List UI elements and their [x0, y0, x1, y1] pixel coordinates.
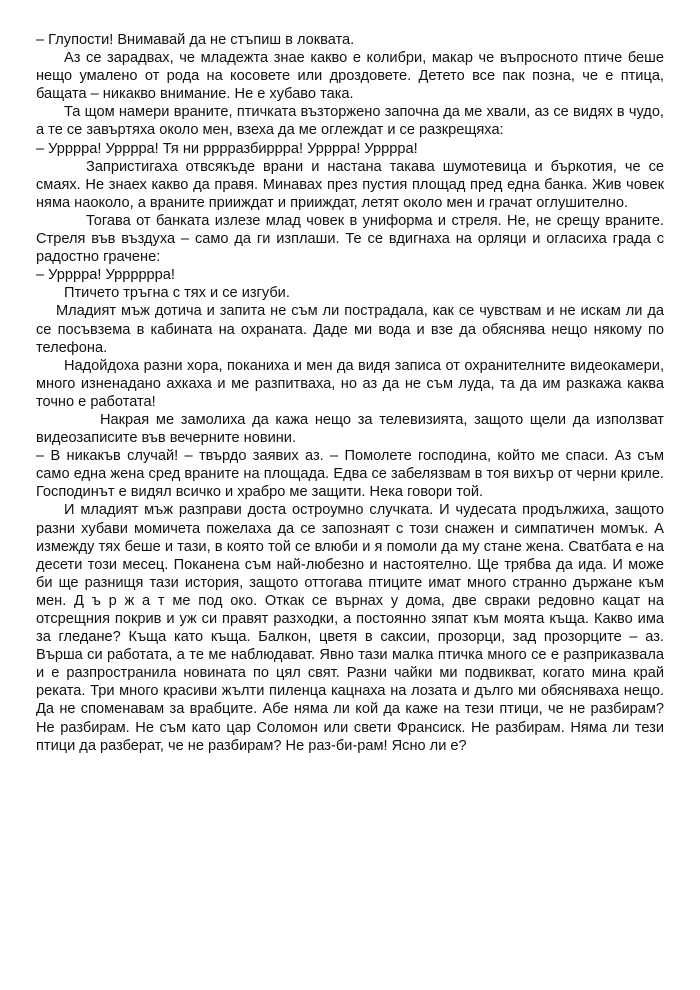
paragraph: Надойдоха разни хора, поканиха и мен да видя записа от охранителните видеокамери, много изненадано ахкаха и ме разпитваха, но аз да не съм луда, та да им разкажа каква точно е работата!: [36, 357, 664, 410]
paragraph: – В никакъв случай! – твърдо заявих аз. – Помолете господина, който ме спаси. Аз съм само една жена сред враните на площада. Едва се забелязвам в тоя вихър от черни криле. Господинът е видял всичко и храбро ме защити. Нека говори той.: [36, 448, 664, 501]
paragraph: Запристигаха отвсякъде врани и настана такава шумотевица и бъркотия, че се смаях. Не знаех какво да правя. Минавах през пустия площад пред една банка. Жив човек няма наоколо, а враните прииждат и прииждат, летят около мен и грачат оглушително.: [36, 158, 664, 211]
paragraph: Накрая ме замолиха да кажа нещо за телевизията, защото щели да използват видеозаписите във вечерните новини.: [36, 411, 664, 447]
paragraph: – Глупости! Внимавай да не стъпиш в локвата.: [36, 32, 355, 48]
paragraph: Птичето тръгна с тях и се изгуби.: [64, 285, 290, 302]
paragraph: Аз се зарадвах, че младежта знае какво е колибри, макар че въпросното птиче беше нещо умалено от рода на косовете или дроздовете. Детето все пак позна, че е птица, бащата – никакво внимание. Не е хубаво така.: [36, 50, 664, 103]
paragraph: Младият мъж дотича и запита не съм ли пострадала, как се чувствам и не искам ли да се посъвзема в кабината на охраната. Даде ми вода и взе да обяснява нещо някому по телефона.: [36, 303, 664, 356]
paragraph: – Урррра! Урррра! Тя ни рррразбиррра! Урррра! Урррра!: [36, 140, 418, 157]
paragraph: – Урррра! Урррррра!: [36, 267, 175, 284]
paragraph: Тогава от банката излезе млад човек в униформа и стреля. Не, не срещу враните. Стреля във въздуха – само да ги изплаши. Те се вдигнаха на орляци и огласиха града с радостно грачене:: [36, 212, 664, 266]
paragraph: Та щом намери враните, птичката възторжено започна да ме хвали, аз се видях в чудо, а те се завъртяха около мен, взеха да ме оглеждат и се разкрещяха:: [36, 104, 664, 139]
paragraph: И младият мъж разправи доста остроумно случката. И чудесата продължиха, защото разни хубави момичета пожелаха да се запознаят с този снажен и симпатичен момък. А измежду тях беше и тази, в която той се влюби и я помоли да му стане жена. Сватбата е на десети този месец. Поканена съм най-любезно и настоятелно. Ще трябва да ида. И може би ще разнищя тази история, защото оттогава птиците имат много странно държане към мен. Д ъ р ж а т ме под око. Откак се върнах у дома, две свраки редовно кацат на отсрещния покрив и уж си правят разходки, а постоянно зяпат към моята къща. Какво има за гледане? Къща като къща. Балкон, цветя в саксии, прозорци, зад прозорците – аз. Върша си работата, а те ме наблюдават. Явно тази малка птичка много се е разприказвала и е разпространила новината по цял свят. Разни чайки ми подвикват, когато мина край реката. Три много красиви жълти пиленца кацнаха на лозата и дълго ми обясняваха нещо. Да не споменавам за врабците. Абе няма ли кой да каже на тези птици, че не разбирам? Не разбирам. Не съм като цар Соломон или свети Франсиск. Не разбирам. Няма ли тези птици да разберат, че не разбирам? Не раз-би-рам! Ясно ли е?: [36, 502, 664, 754]
document-page: [36, 31, 664, 755]
